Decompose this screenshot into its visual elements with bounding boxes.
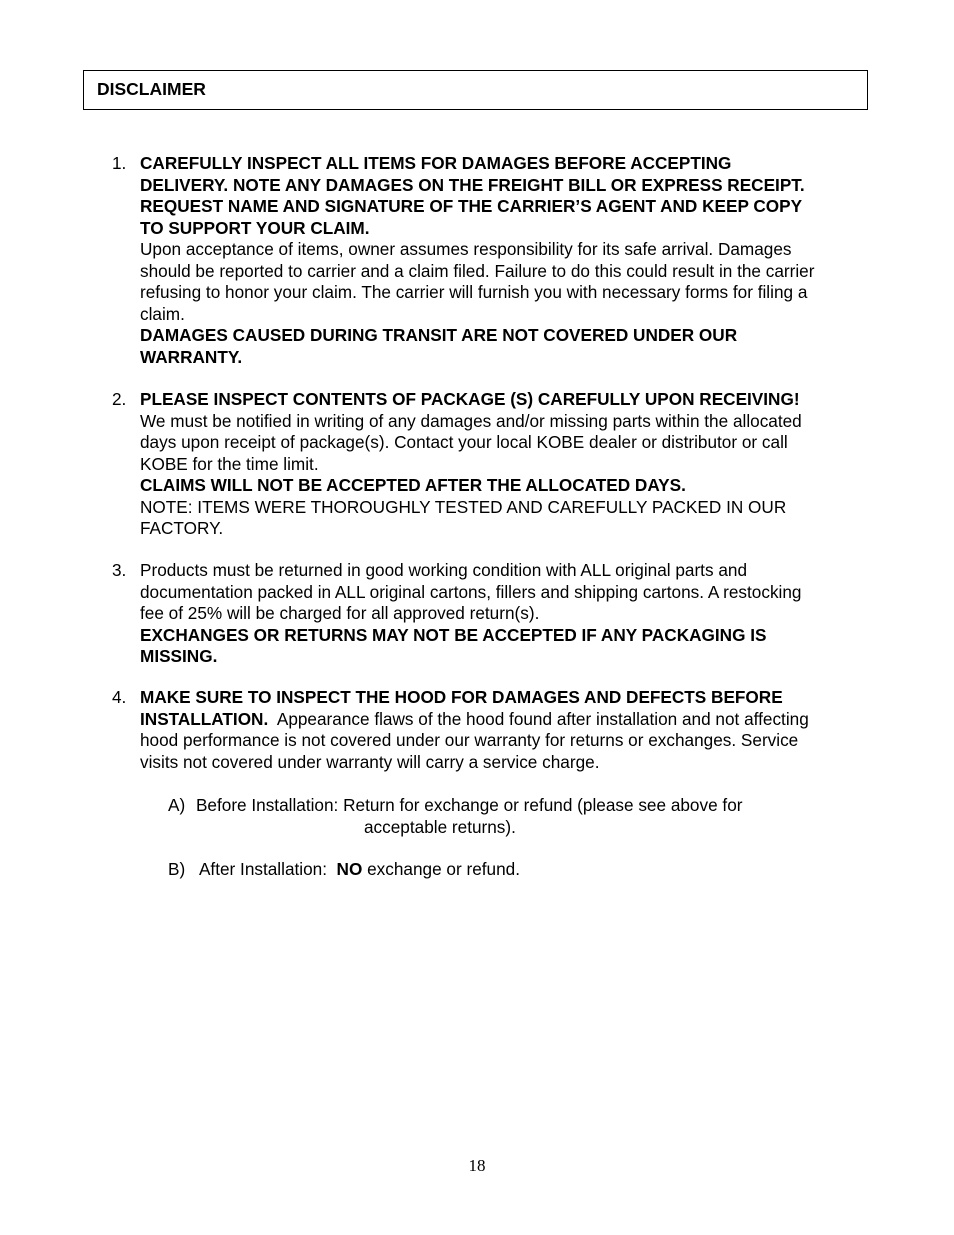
list-item-3: [112, 560, 892, 668]
item-line: MAKE SURE TO INSPECT THE HOOD FOR DAMAGES AND DEFECTS BEFORE: [140, 687, 783, 707]
item-line: DAMAGES CAUSED DURING TRANSIT ARE NOT COVERED UNDER OUR: [140, 325, 738, 345]
disclaimer-title: DISCLAIMER: [97, 79, 206, 99]
item-number: 1.: [112, 153, 127, 173]
item-line: hood performance is not covered under our warranty for returns or exchanges. Service: [140, 730, 799, 750]
item-line: PLEASE INSPECT CONTENTS OF PACKAGE (S) CAREFULLY UPON RECEIVING!: [140, 389, 800, 409]
item-line: KOBE for the time limit.: [140, 453, 319, 474]
item-line: Products must be returned in good working condition with ALL original parts and: [140, 560, 748, 580]
item-line: REQUEST NAME AND SIGNATURE OF THE CARRIER’S AGENT AND KEEP COPY: [140, 196, 803, 216]
item-line: claim.: [140, 303, 185, 324]
item-body: [140, 389, 892, 540]
item-line: CLAIMS WILL NOT BE ACCEPTED AFTER THE ALLOCATED DAYS.: [140, 475, 686, 495]
item-line: visits not covered under warranty will carry a service charge.: [140, 751, 600, 772]
item-line: fee of 25% will be charged for all approved return(s).: [140, 603, 540, 623]
item-line: WARRANTY.: [140, 346, 243, 367]
item-line: NOTE: ITEMS WERE THOROUGHLY TESTED AND CAREFULLY PACKED IN OUR: [140, 496, 787, 517]
item-line: We must be notified in writing of any damages and/or missing parts within the allocated: [140, 410, 802, 431]
sub-item-b-bold: NO: [336, 859, 363, 879]
item-number: 4.: [112, 687, 127, 707]
item-number: 2.: [112, 389, 127, 409]
item-line: days upon receipt of package(s). Contact your local KOBE dealer or distributor or call: [140, 432, 788, 452]
item-number: 3.: [112, 560, 127, 580]
item-line: should be reported to carrier and a claim filed. Failure to do this could result in the carrier: [140, 260, 815, 281]
item-line-normal: Appearance flaws of the hood found after installation and not affecting: [268, 708, 809, 729]
item-line: FACTORY.: [140, 518, 224, 538]
sub-item-b-text: After Installation:: [198, 859, 337, 879]
list-item-2: [112, 389, 892, 540]
page-number: 18: [468, 1156, 486, 1175]
item-line: documentation packed in ALL original cartons, fillers and shipping cartons. A restocking: [140, 581, 802, 602]
item-line: [140, 709, 892, 731]
disclaimer-header: [83, 70, 868, 110]
sub-item-a-text: Before Installation: Return for exchange or refund (please see above for: [195, 795, 743, 815]
sub-item-b-text-post: exchange or refund.: [362, 859, 520, 879]
sub-item-a-label: A): [168, 795, 186, 815]
item-line-bold: INSTALLATION.: [140, 708, 269, 729]
item-line: TO SUPPORT YOUR CLAIM.: [140, 217, 370, 238]
list-item-4: [112, 687, 892, 773]
item-line: refusing to honor your claim. The carrier will furnish you with necessary forms for filing a: [140, 282, 808, 302]
item-line: EXCHANGES OR RETURNS MAY NOT BE ACCEPTED IF ANY PACKAGING IS: [140, 624, 767, 645]
sub-item-a-continuation: acceptable returns).: [364, 817, 516, 837]
item-body: [140, 153, 892, 368]
item-body: [140, 560, 892, 668]
item-line: Upon acceptance of items, owner assumes responsibility for its safe arrival. Damages: [140, 239, 792, 259]
item-line: CAREFULLY INSPECT ALL ITEMS FOR DAMAGES BEFORE ACCEPTING: [140, 153, 732, 173]
item-body: [140, 687, 892, 773]
sub-item-b: [168, 859, 520, 881]
sub-item-a: [168, 795, 742, 817]
item-line: MISSING.: [140, 646, 218, 666]
list-item-1: [112, 153, 892, 368]
item-line: DELIVERY. NOTE ANY DAMAGES ON THE FREIGHT BILL OR EXPRESS RECEIPT.: [140, 174, 805, 195]
sub-item-b-label: B): [168, 859, 186, 879]
